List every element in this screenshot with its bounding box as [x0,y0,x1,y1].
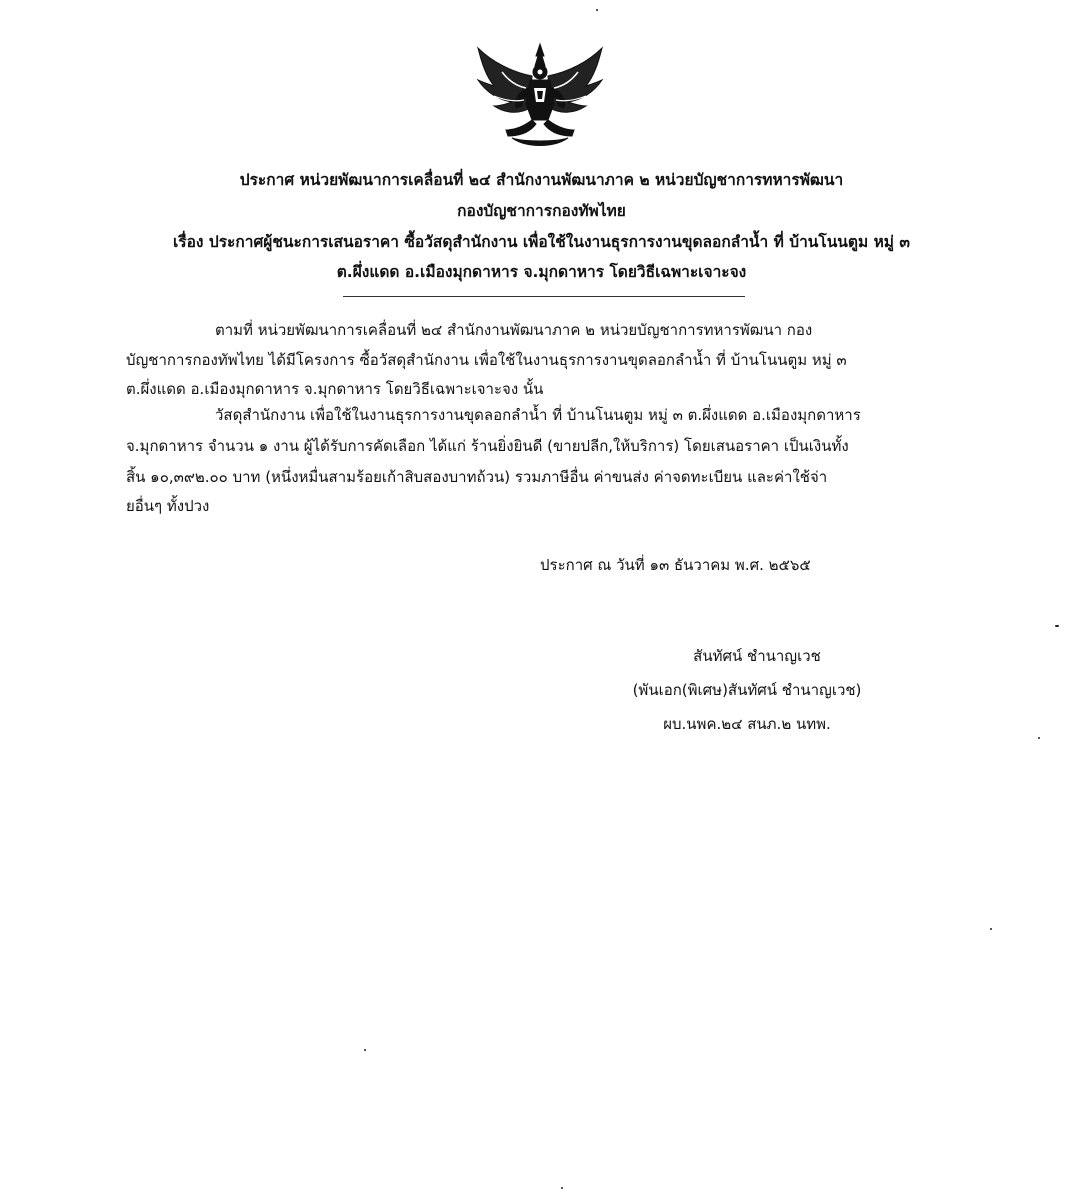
paragraph-1-line-2: บัญชาการกองทัพไทย ได้มีโครงการ ซื้อวัสดุสำนักงาน เพื่อใช้ในงานธุรการงานขุดลอกลำน้ำ ที่ บ้านโนนตูม หมู่ ๓ [126,351,847,369]
paragraph-2-line-4: ยอื่นๆ ทั้งปวง [126,497,210,515]
scan-speck [561,1187,563,1189]
paragraph-2-line-1: วัสดุสำนักงาน เพื่อใช้ในงานธุรการงานขุดลอกลำน้ำ ที่ บ้านโนนตูม หมู่ ๓ ต.ผึ่งแดด อ.เมืองมุกดาหาร [215,406,861,424]
scan-speck [990,928,992,930]
paragraph-1-line-3: ต.ผึ่งแดด อ.เมืองมุกดาหาร จ.มุกดาหาร โดยวิธีเฉพาะเจาะจง นั้น [126,380,544,398]
title-line-2: กองบัญชาการกองทัพไทย [457,202,626,220]
scan-speck [364,1049,366,1051]
title-line-1: ประกาศ หน่วยพัฒนาการเคลื่อนที่ ๒๔ สำนักงานพัฒนาภาค ๒ หน่วยบัญชาการทหารพัฒนา [239,171,844,189]
garuda-emblem [472,42,608,150]
announcement-date: ประกาศ ณ วันที่ ๑๓ ธันวาคม พ.ศ. ๒๕๖๕ [540,556,811,574]
signatory-position: ผบ.นพค.๒๔ สนภ.๒ นทพ. [663,715,831,733]
signature-name: สันทัศน์ ชำนาญเวช [693,647,821,665]
scan-speck [1055,625,1059,627]
header-divider [343,296,745,297]
subject-line-1: เรื่อง ประกาศผู้ชนะการเสนอราคา ซื้อวัสดุสำนักงาน เพื่อใช้ในงานธุรการงานขุดลอกลำน้ำ ที่ บ้านโนนตูม หมู่ ๓ [172,233,910,251]
signatory-full-name: (พันเอก(พิเศษ)สันทัศน์ ชำนาญเวช) [632,681,862,699]
subject-line-2: ต.ผึ่งแดด อ.เมืองมุกดาหาร จ.มุกดาหาร โดยวิธีเฉพาะเจาะจง [336,263,747,281]
paragraph-1-line-1: ตามที่ หน่วยพัฒนาการเคลื่อนที่ ๒๔ สำนักงานพัฒนาภาค ๒ หน่วยบัญชาการทหารพัฒนา กอง [215,321,813,339]
scan-speck [596,9,598,11]
paragraph-2-line-2: จ.มุกดาหาร จำนวน ๑ งาน ผู้ได้รับการคัดเลือก ได้แก่ ร้านยิ่งยินดี (ขายปลีก,ให้บริการ) โดยเสนอราคา เป็นเงินทั้ง [126,437,849,455]
scan-speck [1038,737,1040,739]
paragraph-2-line-3: สิ้น ๑๐,๓๙๒.๐๐ บาท (หนึ่งหมื่นสามร้อยเก้าสิบสองบาทถ้วน) รวมภาษีอื่น ค่าขนส่ง ค่าจดทะเบียน และค่าใช้จ่า [126,468,828,486]
